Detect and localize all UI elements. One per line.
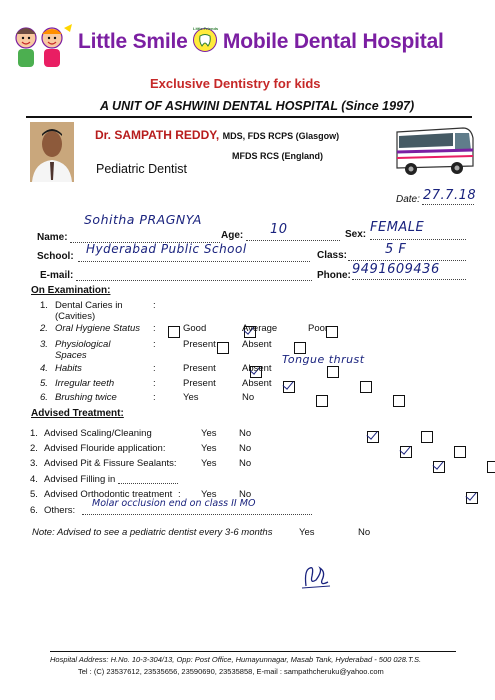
hygiene-good-checkbox[interactable]: [168, 326, 180, 338]
age-label: Age:: [221, 230, 244, 241]
treat-5-colon: :: [178, 489, 181, 500]
treat-3-label: Advised Pit & Fissure Sealants:: [44, 458, 177, 469]
habits-absent-checkbox[interactable]: [327, 366, 339, 378]
treat-1-num: 1.: [30, 428, 38, 439]
title-part2: Mobile Dental Hospital: [222, 30, 444, 53]
exam-1-colon: :: [153, 300, 156, 311]
exam-6-label: Brushing twice: [55, 392, 117, 403]
brushing-no-label: No: [242, 392, 255, 403]
exam-1-label: Dental Caries in: [55, 300, 123, 311]
exam-1-label2: (Cavities): [55, 311, 96, 322]
exam-5-num: 5.: [40, 378, 48, 389]
exam-5-colon: :: [153, 378, 156, 389]
note-yes-label: Yes: [299, 527, 315, 538]
sealants-no-label: No: [239, 458, 252, 469]
sex-line: [370, 239, 466, 240]
age-line: [246, 240, 340, 241]
treat-6-num: 6.: [30, 505, 38, 516]
doctor-photo: [30, 122, 74, 182]
treat-5-label: Advised Orthodontic treatment: [44, 489, 173, 500]
name-value: Sohitha PRAGNYA: [84, 212, 202, 227]
scaling-no-label: No: [239, 428, 252, 439]
ortho-no-label: No: [239, 489, 252, 500]
others-value: Molar occlusion end on class II MO: [92, 498, 256, 509]
habits-absent-label: Absent: [242, 363, 272, 374]
irregular-present-label: Present: [183, 378, 216, 389]
scaling-no-checkbox[interactable]: [421, 431, 433, 443]
treat-5-num: 5.: [30, 489, 38, 500]
sealants-yes-checkbox[interactable]: [433, 461, 445, 473]
exam-6-num: 6.: [40, 392, 48, 403]
fluoride-no-label: No: [239, 443, 252, 454]
bus-illustration: [393, 122, 475, 180]
treat-6-label: Others:: [44, 505, 76, 516]
spaces-absent-checkbox[interactable]: [294, 342, 306, 354]
phone-line: [352, 279, 466, 280]
exam-4-num: 4.: [40, 363, 48, 374]
treat-2-num: 2.: [30, 443, 38, 454]
hygiene-good-label: Good: [183, 323, 207, 334]
exam-3-colon: :: [153, 339, 156, 350]
ortho-yes-checkbox[interactable]: [466, 492, 478, 504]
hygiene-poor-label: Poor: [308, 323, 329, 334]
fluoride-yes-checkbox[interactable]: [400, 446, 412, 458]
hospital-title: [78, 30, 444, 54]
exam-4-colon: :: [153, 363, 156, 374]
footer-address: Hospital Address: H.No. 10-3-304/13, Opp: Post Office, Humayunnagar, Masab Tank, Hyderabad - 500 028.T.S.: [50, 655, 422, 664]
sealants-yes-label: Yes: [201, 458, 217, 469]
doctor-role: Pediatric Dentist: [96, 162, 188, 176]
note-no-label: No: [358, 527, 371, 538]
email-label: E-mail:: [40, 270, 74, 281]
doctor-signature: [300, 562, 334, 590]
habits-present-label: Present: [183, 363, 216, 374]
date-line: [422, 204, 474, 205]
school-value: Hyderabad Public School: [86, 242, 247, 256]
filling-line: [118, 483, 178, 484]
doctor-quals-2: MFDS RCS (England): [232, 151, 323, 161]
doctor-quals: MDS, FDS RCPS (Glasgow): [222, 131, 340, 141]
treat-1-label: Advised Scaling/Cleaning: [44, 428, 152, 439]
exam-3-label2: Spaces: [55, 350, 87, 361]
brushing-yes-label: Yes: [183, 392, 199, 403]
exam-2-num: 2.: [40, 323, 48, 334]
subtitle: Exclusive Dentistry for kids: [150, 76, 321, 91]
ortho-yes-label: Yes: [201, 489, 217, 500]
name-label: Name:: [37, 232, 68, 243]
exam-6-colon: :: [153, 392, 156, 403]
spaces-present-label: Present: [183, 339, 216, 350]
sealants-no-checkbox[interactable]: [487, 461, 495, 473]
exam-2-label: Oral Hygiene Status: [55, 323, 141, 334]
sex-label: Sex:: [345, 229, 367, 240]
irregular-absent-checkbox[interactable]: [360, 381, 372, 393]
brushing-yes-checkbox[interactable]: [316, 395, 328, 407]
kids-logo: [8, 22, 76, 74]
spaces-absent-label: Absent: [242, 339, 272, 350]
badge-text: Little Friends: [193, 26, 219, 31]
treat-4-num: 4.: [30, 474, 38, 485]
unit-line: A UNIT OF ASHWINI DENTAL HOSPITAL (Since 1997): [100, 99, 415, 113]
exam-2-colon: :: [153, 323, 156, 334]
spaces-present-checkbox[interactable]: [217, 342, 229, 354]
treat-4-label: Advised Filling in: [44, 474, 116, 485]
others-line: [82, 514, 312, 515]
irregular-absent-label: Absent: [242, 378, 272, 389]
fluoride-no-checkbox[interactable]: [454, 446, 466, 458]
exam-3-label: Physiological: [55, 339, 111, 350]
fluoride-yes-label: Yes: [201, 443, 217, 454]
header-divider: [26, 116, 472, 118]
phone-label: Phone:: [317, 270, 351, 281]
date-value: 27.7.18: [423, 188, 477, 203]
class-line: [348, 260, 466, 261]
hygiene-average-label: Average: [242, 323, 278, 334]
footer-divider: [50, 651, 456, 652]
exam-1-num: 1.: [40, 300, 48, 311]
footer-contact: Tel : (C) 23537612, 23535656, 23590690, 23535858, E-mail : sampathcheruku@yahoo.com: [78, 667, 384, 676]
treat-3-num: 3.: [30, 458, 38, 469]
doctor-name: [95, 128, 339, 142]
tooth-badge-icon: [193, 28, 217, 52]
examination-heading: On Examination:: [31, 285, 111, 296]
treat-2-label: Advised Flouride application:: [44, 443, 166, 454]
title-part1: Little Smile: [78, 30, 188, 53]
class-value: 5 F: [385, 242, 407, 257]
exam-5-label: Irregular teeth: [55, 378, 115, 389]
age-value: 10: [270, 222, 288, 237]
date-label: Date:: [396, 194, 420, 205]
scaling-yes-label: Yes: [201, 428, 217, 439]
habits-note: Tongue thrust: [282, 353, 365, 366]
scaling-yes-checkbox[interactable]: [367, 431, 379, 443]
class-label: Class:: [317, 250, 348, 261]
irregular-present-checkbox[interactable]: [283, 381, 295, 393]
brushing-no-checkbox[interactable]: [393, 395, 405, 407]
treatment-heading: Advised Treatment:: [31, 408, 124, 419]
doctor-name-text: Dr. SAMPATH REDDY,: [95, 128, 220, 142]
school-label: School:: [37, 251, 74, 262]
email-line: [76, 280, 312, 281]
note-text: Note: Advised to see a pediatric dentist every 3-6 months: [32, 527, 273, 538]
sex-value: FEMALE: [370, 220, 425, 235]
phone-value: 9491609436: [352, 262, 440, 277]
exam-3-num: 3.: [40, 339, 48, 350]
exam-4-label: Habits: [55, 363, 82, 374]
school-line: [78, 261, 310, 262]
